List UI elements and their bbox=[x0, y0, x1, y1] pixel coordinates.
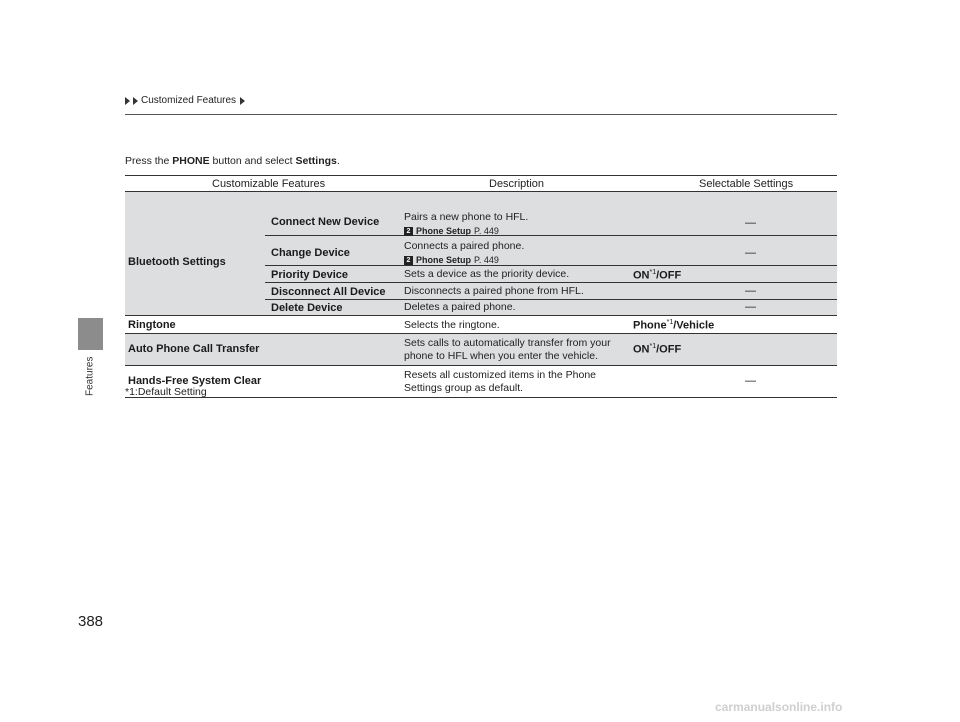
column-header: Description bbox=[489, 178, 545, 190]
bluetooth-settings-group bbox=[125, 192, 837, 316]
section-tab-marker bbox=[78, 318, 103, 350]
breadcrumb bbox=[125, 95, 246, 106]
reference-arrow-icon: 2 bbox=[404, 227, 413, 236]
table-row: Hands-Free System Clear Resets all customized items in the Phone Settings group as default. — bbox=[125, 366, 837, 398]
intro-text: Press the PHONE button and select Settings. bbox=[125, 155, 340, 167]
breadcrumb-arrow-icon bbox=[125, 97, 130, 105]
watermark: carmanualsonline.info bbox=[715, 700, 843, 714]
group-label: Bluetooth Settings bbox=[128, 256, 226, 268]
breadcrumb-arrow-icon bbox=[240, 97, 245, 105]
table-row: Auto Phone Call Transfer Sets calls to automatically transfer from your phone to HFL when you enter the vehicle. ON$^{*1}$/OFF bbox=[125, 334, 837, 366]
table-header bbox=[125, 175, 837, 192]
footnote: *1:Default Setting bbox=[125, 386, 207, 398]
page-number: 388 bbox=[78, 613, 104, 630]
phone-button-ref: PHONE bbox=[172, 155, 210, 167]
reference-arrow-icon: 2 bbox=[404, 256, 413, 265]
settings-ref: Settings bbox=[295, 155, 337, 167]
page-reference-link[interactable]: 2 Phone Setup P. 449 bbox=[404, 254, 524, 267]
table-row: Change Device Connects a paired phone. 2 Phone Setup P. 449 — bbox=[265, 236, 837, 266]
table-row: Connect New Device Pairs a new phone to HFL. 2 Phone Setup P. 449 — bbox=[265, 192, 837, 236]
section-side-label: Features bbox=[84, 356, 96, 396]
table-row: Disconnect All Device Disconnects a paired phone from HFL. — bbox=[265, 283, 837, 300]
header-rule bbox=[125, 114, 837, 115]
settings-table bbox=[125, 175, 837, 398]
table-row: Delete Device Deletes a paired phone. — bbox=[271, 301, 756, 314]
column-header: Customizable Features bbox=[212, 178, 326, 190]
page-reference-link[interactable]: 2 Phone Setup P. 449 bbox=[404, 225, 528, 238]
breadcrumb-item[interactable]: Customized Features bbox=[141, 95, 237, 106]
table-row: Ringtone Selects the ringtone. Phone$^{*1}$/Vehicle bbox=[125, 316, 837, 334]
breadcrumb-arrow-icon bbox=[133, 97, 138, 105]
column-header: Selectable Settings bbox=[699, 178, 794, 190]
table-row: Priority Device Sets a device as the priority device. ON$^{*1}$/OFF bbox=[265, 266, 837, 283]
